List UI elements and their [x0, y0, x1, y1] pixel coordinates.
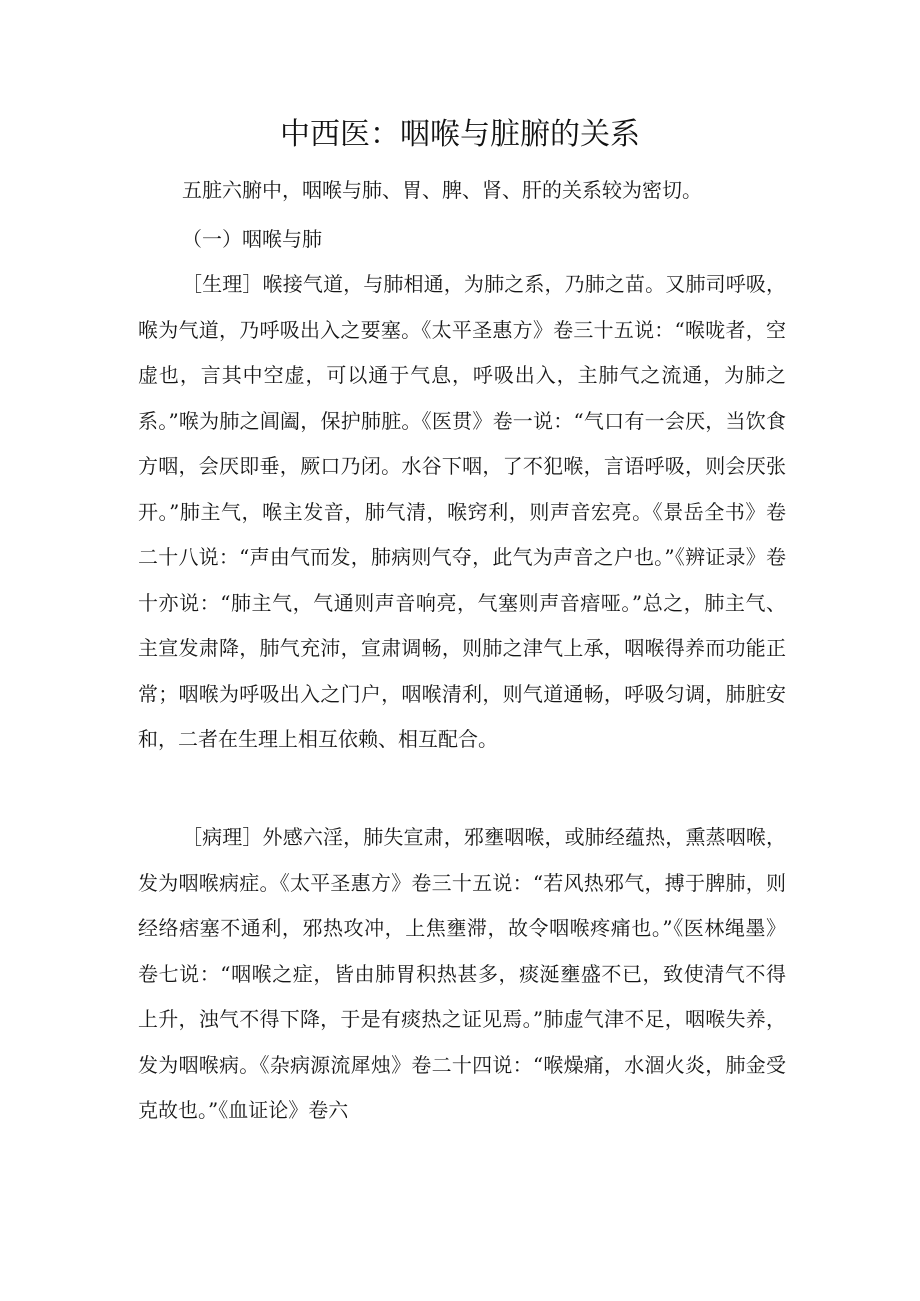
paragraph-pathology: ［病理］外感六淫，肺失宣肃，邪壅咽喉，或肺经蕴热，熏蒸咽喉，发为咽喉病症。《太平圣惠方》卷三十五说：“若风热邪气，搏于脾肺，则经络痞塞不通利，邪热攻冲，上焦壅滞，故令咽喉疼痛也。”《医林绳墨》卷七说：“咽喉之症，皆由肺胃积热甚多，痰涎壅盛不已，致使清气不得上升，浊气不得下降，于是有痰热之证见焉。”肺虚气津不足，咽喉失养，发为咽喉病。《杂病源流犀烛》卷二十四说：“喉燥痛，水涸火炎，肺金受克故也。”《血证论》卷六: [138, 825, 786, 1122]
intro-paragraph: 五脏六腑中，咽喉与肺、胃、脾、肾、肝的关系较为密切。: [182, 178, 702, 202]
section-heading: （一）咽喉与肺: [182, 227, 322, 251]
document-title: 中西医：咽喉与脏腑的关系: [280, 117, 640, 152]
paragraph-physiology: ［生理］喉接气道，与肺相通，为肺之系，乃肺之苗。又肺司呼吸，喉为气道，乃呼吸出入之要塞。《太平圣惠方》卷三十五说：“喉咙者，空虚也，言其中空虚，可以通于气息，呼吸出入，主肺气之流通，为肺之系。”喉为肺之阊阖，保护肺脏。《医贯》卷一说：“气口有一会厌，当饮食方咽，会厌即垂，厥口乃闭。水谷下咽，了不犯喉，言语呼吸，则会厌张开。”肺主气，喉主发音，肺气清，喉窍利，则声音宏亮。《景岳全书》卷二十八说：“声由气而发，肺病则气夺，此气为声音之户也。”《辨证录》卷十亦说：“肺主气，气通则声音响亮，气塞则声音瘖哑。”总之，肺主气、主宣发肃降，肺气充沛，宣肃调畅，则肺之津气上承，咽喉得养而功能正常；咽喉为呼吸出入之门户，咽喉清利，则气道通畅，呼吸匀调，肺脏安和，二者在生理上相互依赖、相互配合。: [138, 272, 786, 751]
